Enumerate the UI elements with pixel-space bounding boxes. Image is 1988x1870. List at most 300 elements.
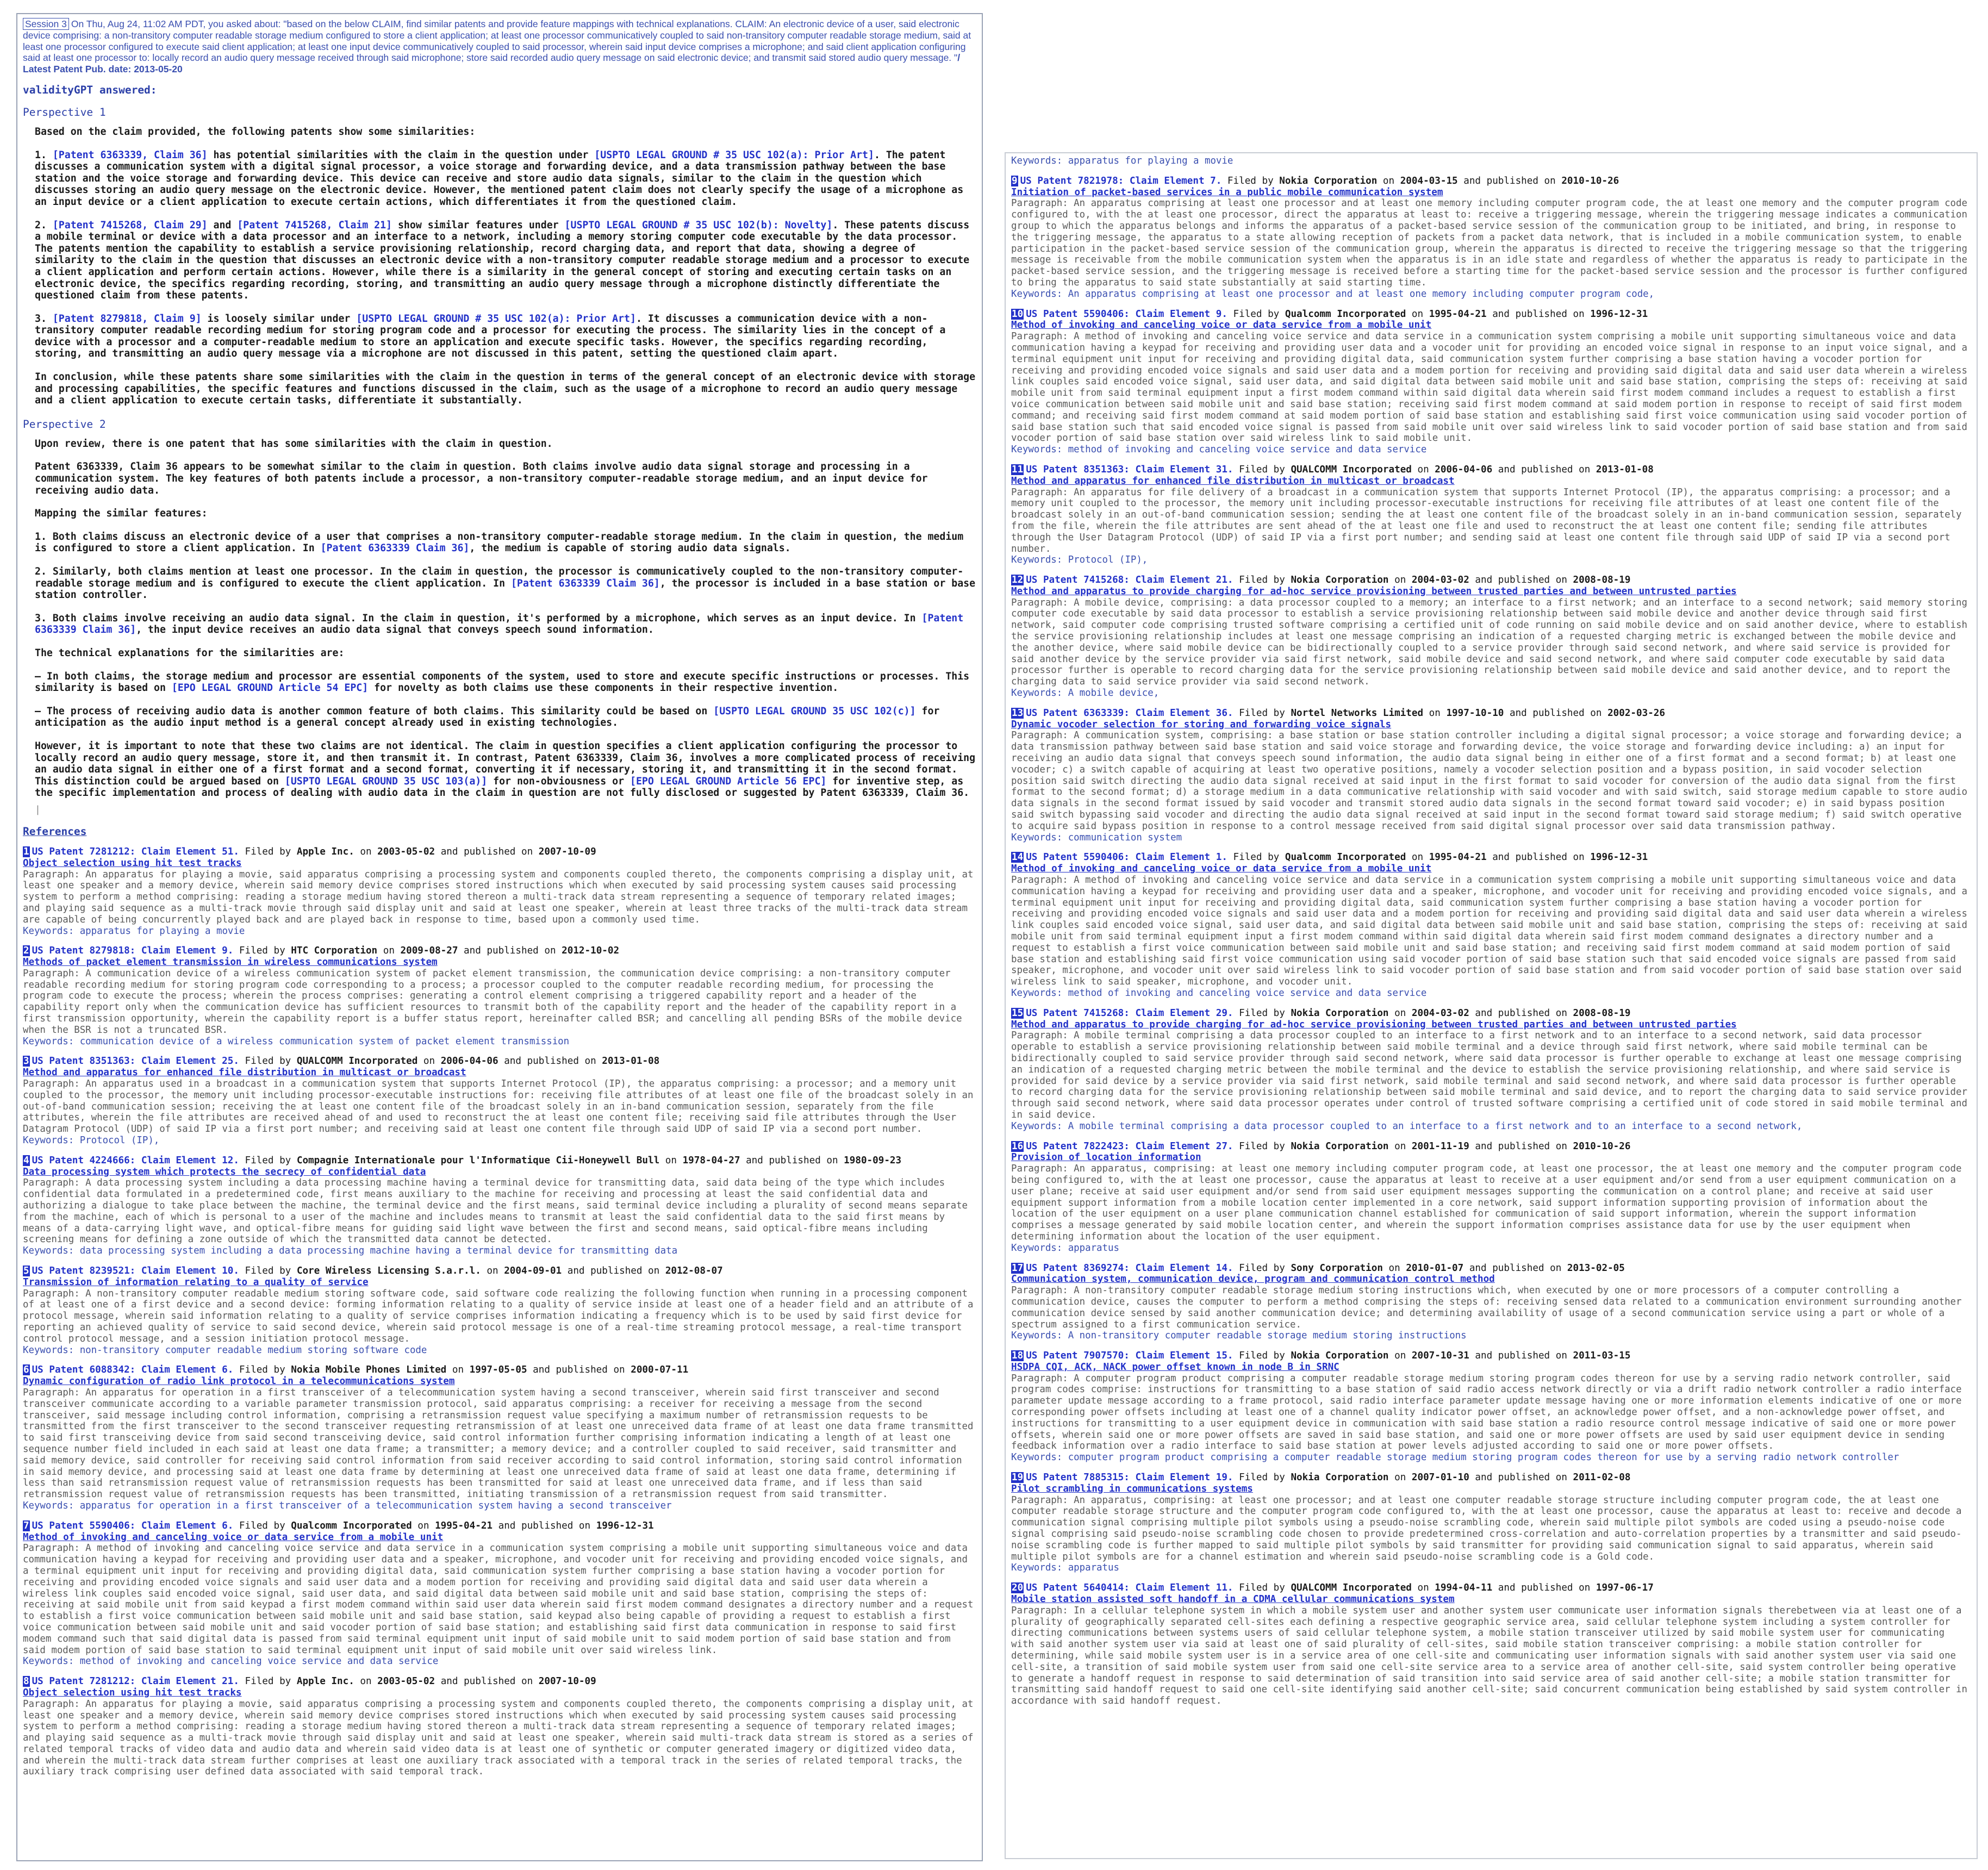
reference-title-link[interactable]: HSDPA CQI, ACK, NACK power offset known in node B in SRNC — [1011, 1361, 1339, 1373]
published-label: and published on — [458, 945, 562, 957]
reference-published-date: 1980-09-23 — [844, 1155, 902, 1166]
answer-text: . It discusses a communication device with a non-transitory computer readable recording medium for storing program code and a processor for executing the process. The similarity lies in the concept of a device with a processor and a computer-readable medium to store an application and execute specific tasks. However, the specifics regarding recording, storing, and transmitting an audio query message via a microphone are not discussed in this patent, setting the questioned claim apart. — [35, 313, 946, 360]
reference-number[interactable]: 7 — [23, 1520, 29, 1531]
reference-number[interactable]: 20 — [1012, 1582, 1024, 1594]
answer-text: Based on the claim provided, the following patents show some similarities: — [35, 126, 476, 138]
reference-patent[interactable]: US Patent 7281212: Claim Element 21. — [32, 1676, 239, 1687]
filed-by-label: Filed by — [239, 846, 297, 857]
answer-text: for non-obviousness or — [487, 775, 630, 787]
citation-link[interactable]: [Patent 6363339 Claim 36] — [35, 612, 964, 636]
reference-published-date: 2008-08-19 — [1573, 1007, 1631, 1019]
reference-keywords: Keywords: method of invoking and canceling voice service and data service — [23, 1656, 439, 1667]
filed-by-label: Filed by — [1227, 308, 1285, 320]
reference-patent[interactable]: US Patent 8351363: Claim Element 25. — [32, 1056, 239, 1067]
reference-number[interactable]: 9 — [1012, 175, 1018, 186]
reference-header — [23, 1266, 976, 1277]
reference-assignee: Compagnie Internationale pour l'Informatique Cii-Honeywell Bull — [296, 1155, 660, 1166]
reference-header — [23, 1520, 976, 1532]
reference-title-link[interactable]: Method and apparatus to provide charging for ad-hoc service provisioning between trusted parties and between untrusted parties — [1011, 585, 1737, 597]
query-text: On Thu, Aug 24, 11:02 AM PDT, you asked about: "based on the below CLAIM, find similar patents and provide feature mappings with technical explanations. CLAIM: An electronic device of a user, said electronic device comprising: a non-transitory computer readable storage medium configured to store a client application; at least one processor communicatively coupled to said non-transitory computer readable storage medium, said at least one processor configured to execute said client application; at least one input device communicatively coupled to said processor, wherein said input device comprises a microphone; and said client application configuring said at least one processor to: locally record an audio query message received through said microphone; store said recorded audio query message on said electronic device; and transmit said stored audio query message. " — [23, 18, 971, 64]
reference-header — [1011, 309, 1971, 320]
reference-published-date: 2013-01-08 — [602, 1056, 660, 1067]
filed-by-label: Filed by — [1233, 464, 1291, 475]
reference-published-date: 2012-10-02 — [562, 945, 620, 957]
reference-keywords: Keywords: computer program product comprising a computer readable storage medium storing program codes thereon for use by a serving radio network controller — [1011, 1452, 1899, 1463]
reference-title-link[interactable]: Provision of location information — [1011, 1152, 1201, 1163]
answer-paragraph — [35, 313, 976, 360]
reference-published-date: 2010-10-26 — [1561, 175, 1619, 186]
reference-assignee: Core Wireless Licensing S.a.r.l. — [296, 1266, 481, 1277]
answer-text: 1. — [35, 149, 53, 161]
citation-link[interactable]: [Patent 8279818, Claim 9] — [52, 313, 202, 325]
filed-by-label: Filed by — [1233, 1472, 1291, 1483]
answer-text: In conclusion, while these patents share some similarities with the claim in the question in terms of the general concept of an electronic device with storage and processing capabilities, the specific features and functions discussed in the claim, such as the usage of a microphone to record an audio query message and a client application to execute certain tasks, differentiate it substantially. — [35, 371, 976, 407]
reference-number[interactable]: 1 — [23, 846, 29, 857]
reference-header — [23, 1364, 976, 1376]
answer-text: 2. — [35, 219, 53, 231]
reference-filed-date: 2004-09-01 — [504, 1266, 562, 1277]
on-label: on — [1377, 175, 1400, 186]
reference-keywords: Keywords: method of invoking and canceling voice service and data service — [1011, 987, 1427, 999]
reference-patent[interactable]: US Patent 8279818: Claim Element 9. — [32, 945, 234, 957]
filed-by-label: Filed by — [1233, 1007, 1291, 1019]
reference-filed-date: 2007-10-31 — [1411, 1350, 1469, 1362]
reference-item — [1011, 309, 1971, 456]
published-label: and published on — [562, 1266, 665, 1277]
reference-keywords: Keywords: non-transitory computer readable medium storing software code — [23, 1344, 427, 1356]
reference-filed-date: 1994-04-11 — [1435, 1582, 1493, 1594]
reference-patent[interactable]: US Patent 7822423: Claim Element 27. — [1026, 1140, 1233, 1152]
reference-number[interactable]: 17 — [1012, 1262, 1024, 1274]
reference-header — [1011, 1582, 1971, 1594]
reference-header — [23, 1676, 976, 1687]
reference-patent[interactable]: US Patent 7821978: Claim Element 7. — [1020, 175, 1222, 186]
reference-paragraph: Paragraph: A method of invoking and canceling voice service and data service in a communication system comprising a mobile unit supporting simultaneous voice and data communication having a keypad for receiving and providing user data and a speaker, microphone, and vocoder unit for receiving and providing encoded voice signals, and a terminal equipment unit input for receiving and providing digital data, said communication system further comprising a base station having a vocoder portion for receiving and providing encoded voice signals and said user data and a modem portion for receiving and providing said digital data and said user data wherein a wireless link couples said encoded voice signal, said user data, and said digital data between said mobile unit and said base station, comprising the steps of: receiving at said mobile unit from said terminal equipment input a first modem command within said digital data wherein said first modem command designates a directory number and a request to establish a first voice communication between said mobile unit and said base station; and receiving said first modem command at said modem portion of said base station and establishing said first voice communication using said vocoder portion of said base station such that said encoded voice signals are passed from said speaker, microphone, and vocoder unit over said wireless link to said vocoder portion of said base station and from said vocoder portion of said base station over said wireless link to said speaker, microphone, and vocoder unit. — [1011, 875, 1967, 988]
reference-patent[interactable]: US Patent 5590406: Claim Element 9. — [1026, 308, 1227, 320]
reference-patent[interactable]: US Patent 8351363: Claim Element 31. — [1026, 464, 1233, 475]
reference-item — [23, 1155, 976, 1257]
reference-keywords: Keywords: Protocol (IP), — [1011, 554, 1148, 566]
reference-assignee: Nokia Corporation — [1279, 175, 1378, 186]
reference-header — [23, 945, 976, 957]
reference-title-link[interactable]: Dynamic configuration of radio link protocol in a telecommunications system — [23, 1376, 455, 1387]
reference-title-link[interactable]: Methods of packet element transmission in wireless communications system — [23, 957, 438, 968]
reference-number[interactable]: 4 — [23, 1155, 29, 1166]
reference-paragraph: Paragraph: A non-transitory computer readable storage medium storing instructions which, when executed by one or more processors of a computer controlling a communication device, causes the computer to perform a method comprising the steps of: receiving sensed data related to a communication environment surrounding another communication device sensed by said another communication device; and determining availability of usage of a second communication service using a part or whole of a spectrum assigned to a first communication service. — [1011, 1285, 1962, 1330]
on-label: on — [446, 1364, 470, 1376]
reference-item — [1011, 1263, 1971, 1342]
reference-patent[interactable]: US Patent 6363339: Claim Element 36. — [1026, 707, 1233, 719]
reference-number[interactable]: 19 — [1012, 1472, 1024, 1483]
answer-header: validityGPT answered: — [23, 83, 157, 96]
published-label: and published on — [1492, 1582, 1596, 1594]
published-label: and published on — [1469, 1007, 1573, 1019]
reference-number[interactable]: 18 — [1012, 1350, 1024, 1362]
reference-item — [1011, 1350, 1971, 1463]
reference-filed-date: 2009-08-27 — [400, 945, 458, 957]
reference-published-date: 2010-10-26 — [1573, 1140, 1631, 1152]
reference-assignee: Sony Corporation — [1291, 1262, 1383, 1274]
reference-item — [23, 1520, 976, 1667]
reference-patent[interactable]: US Patent 7885315: Claim Element 19. — [1026, 1472, 1233, 1483]
reference-published-date: 2008-08-19 — [1573, 575, 1631, 586]
reference-filed-date: 2004-03-02 — [1411, 575, 1469, 586]
reference-number[interactable]: 5 — [23, 1266, 29, 1277]
reference-number[interactable]: 2 — [23, 945, 29, 957]
citation-link[interactable]: [USPTO LEGAL GROUND 35 USC 102(c)] — [713, 705, 916, 717]
reference-paragraph: Paragraph: In a cellular telephone system in which a mobile system user and another system user communicate user information signals therebetween via at least one of a plurality of geographically separated cell-sites each defining a respective geographic service area, said cellular telephone system including a system controller for directing communications between systems users of said cellular telephone system, a mobile station transceiver utilized by said mobile system user for communicating with said another system user via said at least one of said plurality of cell-sites, said mobile station transceiver comprising: a mobile station controller for determining, while said mobile system user is in a service area of one cell-site and communicating user information signals with said another system user via said one cell-site, a transition of said mobile system user from said one cell-site service area to a service area of another cell-site, said system controller being operative to generate a handoff request in response to said determination of said transition into said service area of said another cell-site; a mobile station transmitter for transmitting said handoff request to said one cell-site identifying said another cell-site; said concurrent communication being established by said system controller in accordance with said handoff request. — [1011, 1605, 1967, 1707]
answer-paragraph — [35, 220, 976, 302]
query-meta: / Latest Patent Pub. date: 2013-05-20 — [23, 52, 961, 75]
citation-link[interactable]: [USPTO LEGAL GROUND # 35 USC 102(a): Prior Art] — [356, 313, 636, 325]
perspective-1-label: Perspective 1 — [23, 105, 106, 119]
ref-keywords: Keywords: apparatus for playing a movie — [1011, 155, 1233, 166]
reference-title-link[interactable]: Method of invoking and canceling voice or data service from a mobile unit — [1011, 320, 1432, 331]
citation-link[interactable]: [Patent 7415268, Claim 21] — [237, 219, 392, 231]
reference-assignee: Nokia Mobile Phones Limited — [291, 1364, 447, 1376]
reference-title-link[interactable]: Pilot scrambling in communications systems — [1011, 1483, 1253, 1494]
citation-link[interactable]: [Patent 6363339, Claim 36] — [52, 149, 208, 161]
reference-title-link[interactable]: Object selection using hit test tracks — [23, 857, 242, 869]
reference-number[interactable]: 6 — [23, 1364, 29, 1376]
reference-assignee: Qualcomm Incorporated — [1285, 852, 1406, 863]
reference-published-date: 2007-10-09 — [538, 846, 596, 857]
reference-assignee: Qualcomm Incorporated — [1285, 308, 1406, 320]
reference-patent[interactable]: US Patent 6088342: Claim Element 6. — [32, 1364, 234, 1376]
reference-keywords: Keywords: A non-transitory computer readable storage medium storing instructions — [1011, 1330, 1467, 1342]
on-label: on — [412, 1520, 435, 1531]
answer-paragraph — [35, 126, 976, 138]
reference-paragraph: Paragraph: An apparatus, comprising: at least one memory including computer program code, at least one processor, the at least one memory and the computer program code being configured to, with the at least one processor, cause the apparatus at least to receive at a user equipment and/or send from a user equipment communication on a user plane; receive at said user equipment and/or send from said user equipment messages supporting the communication on a control plane; and receive at said user equipment support information from a mobile location center implemented in a core network, said support information supporting provision of information about the location of the user equipment on a user plane communication channel established for communication of said support information, wherein the support information comprises a message generated by said mobile location center, and wherein the support information comprises assistance data for use by the user equipment when determining information about the location of the user equipment. — [1011, 1163, 1962, 1242]
filed-by-label: Filed by — [1233, 1350, 1291, 1362]
filed-by-label: Filed by — [233, 1364, 291, 1376]
answer-text: for novelty as both claims use these components in their respective invention. — [368, 682, 839, 694]
reference-header — [1011, 1472, 1971, 1483]
filed-by-label: Filed by — [1233, 707, 1291, 719]
answer-panel — [16, 13, 983, 1861]
answer-text: and — [207, 219, 238, 231]
reference-filed-date: 2007-01-10 — [1411, 1472, 1469, 1483]
reference-item — [1011, 575, 1971, 699]
published-label: and published on — [435, 846, 539, 857]
reference-assignee: QUALCOMM Incorporated — [296, 1056, 418, 1067]
answer-text: 3. Both claims involve receiving an audio data signal. In the claim in question, it's performed by a microphone, which serves as an input device. In — [35, 612, 922, 624]
reference-title-link[interactable]: Dynamic vocoder selection for storing and forwarding voice signals — [1011, 719, 1392, 730]
session-tag[interactable]: Session 3 — [23, 18, 69, 30]
reference-title-link[interactable]: Method and apparatus for enhanced file distribution in multicast or broadcast — [23, 1067, 466, 1079]
published-label: and published on — [493, 1520, 596, 1531]
reference-keywords: Keywords: method of invoking and canceling voice service and data service — [1011, 444, 1427, 456]
reference-number[interactable]: 10 — [1012, 308, 1024, 320]
reference-paragraph: Paragraph: A communication system, comprising: a base station or base station controller including a digital signal processor; a voice storage and forwarding device; a data transmission pathway between said base station and said voice storage and forwarding device, the voice storage and forwarding device including: a) an input for receiving an audio data signal that conveys speech sound information, the audio data signal being in either one of a first format and a second format; b) at least one vocoder; c) a switch capable of acquiring at least two operative positions, namely a vocoder selection position and a bypass position, in said vocoder selection position said switch directing the audio data signal received at said input in the first format to said vocoder for conversion of the audio data signal from the first format to the second format; d) a storage medium in a data communicative relationship with said vocoder and with said switch, said storage medium capable to store audio data signals in the second format issued by said vocoder and transmit stored audio data signals in the second format toward said vocoder; e) in said bypass position said switch bypassing said vocoder and directing the audio data signal received at said input in the second format toward said storage medium; f) said switch operative to acquire said bypass position in response to a control message received from said digital signal processor over said data transmission pathway. — [1011, 730, 1967, 832]
reference-number[interactable]: 11 — [1012, 464, 1024, 475]
reference-paragraph: Paragraph: A communication device of a wireless communication system of packet element transmission, the communication device comprising: a non-transitory computer readable recording medium for storing program code corresponding to a process; a processor coupled to the computer readable recording medium, for processing the program code to execute the process; wherein the process comprises: generating a control element comprising a triggered capability report and a header of the capability report only when the communication device has sufficient resources to transmit both of the capability report and the header of the capability report in a first transmission opportunity, wherein the capability report is a buffer status report, hereinafter called BSR; and cancelling all pending BSRs of the mobile device when the BSR is not a truncated BSR. — [23, 968, 962, 1036]
answer-paragraph — [35, 461, 976, 496]
reference-item — [23, 1266, 976, 1356]
reference-paragraph: Paragraph: A method of invoking and canceling voice service and data service in a communication system comprising a mobile unit supporting simultaneous voice and data communication having a keypad for receiving and providing user data and a speaker, microphone, and vocoder unit for receiving and providing encoded voice signals, and a terminal equipment unit input for receiving and providing digital data, said communication system further comprising a base station having a vocoder portion for receiving and providing encoded voice signals and said user data and a modem portion for receiving and providing said digital data and said user data wherein a wireless link couples said encoded voice signal, said user data, and said digital data between said mobile unit and said base station, comprising the steps of: receiving at said mobile unit from said keypad a first modem command within said user data wherein said first modem command designates a directory number and a request to establish a first voice communication between said mobile unit and said base station, said keypad also being capable of providing a request to establish a first voice communication between said mobile unit and said vocoder portion of said base station; and establishing said first data communication in response to said first modem command such that said digital data is passed from said terminal equipment unit input of said mobile unit to said modem portion of said base station and from said modem portion of said base station to said terminal equipment unit input of said mobile unit over said wireless link. — [23, 1543, 974, 1656]
answer-text: , the medium is capable of storing audio data signals. — [469, 543, 791, 554]
reference-patent[interactable]: US Patent 7907570: Claim Element 15. — [1026, 1350, 1233, 1362]
reference-patent[interactable]: US Patent 7415268: Claim Element 21. — [1026, 575, 1233, 586]
answer-text: However, it is important to note that these two claims are not identical. The claim in question specifies a client application configuring the processor to locally record an audio query message, store it, and then transmit it. In contrast, Patent 6363339, Claim 36, involves a more complicated process of receiving an audio data signal in either one of a first format and a second format, converting it if necessary, storing it, and transmitting it in the second format. This distinction could be argued based on — [35, 740, 976, 787]
references-list-right — [1011, 176, 1971, 1707]
perspective-2-body — [23, 438, 976, 799]
answer-paragraph — [35, 706, 976, 729]
query-block — [23, 18, 976, 75]
reference-item — [1011, 708, 1971, 844]
citation-link[interactable]: [Patent 6363339 Claim 36] — [510, 577, 660, 589]
reference-keywords: Keywords: apparatus for playing a movie — [23, 925, 245, 937]
reference-assignee: Apple Inc. — [296, 846, 354, 857]
answer-paragraph — [35, 149, 976, 208]
reference-item — [1011, 1472, 1971, 1574]
on-label: on — [659, 1155, 683, 1166]
reference-published-date: 2002-03-26 — [1607, 707, 1665, 719]
reference-filed-date: 2004-03-15 — [1400, 175, 1458, 186]
reference-keywords: Keywords: apparatus — [1011, 1242, 1119, 1254]
filed-by-label: Filed by — [233, 945, 291, 957]
answer-text: The technical explanations for the similarities are: — [35, 647, 345, 659]
reference-filed-date: 2003-05-02 — [377, 846, 435, 857]
reference-paragraph: Paragraph: A computer program product comprising a computer readable storage medium storing program codes thereon for use by a serving radio network controller, said program codes comprise: instructions for transmitting to a base station of said radio access network directly or via a drift radio network controller a radio interface parameter update message according to a frame protocol, said radio interface parameter update message having one or more information elements indicative of one or more corresponding power offsets including at least one of a channel quality indicator power offset, an acknowledge power offset, and a non-acknowledge power offset, and instructions for transmitting to a user equipment device in communication with said base station a radio resource control message indicative of said one or more power offsets, wherein said one or more power offsets are saved in said base station, and said one or more power offsets are used by said user equipment device in sending feedback information over a radio interface to said base station at power levels adjusted according to said one or more power offsets. — [1011, 1373, 1962, 1452]
published-label: and published on — [527, 1364, 631, 1376]
reference-header — [1011, 1263, 1971, 1274]
reference-filed-date: 2001-11-19 — [1411, 1140, 1469, 1152]
reference-published-date: 2012-08-07 — [665, 1266, 723, 1277]
answer-text: . The patent discusses a communication system with a digital signal processor, a voice storage and forwarding device, and a data transmission pathway between the base station and the voice storage and forwarding device. This device can receive and store audio data signals, similar to the claim in the question which discusses storing an audio query message on the electronic device. However, the mentioned patent claim does not clearly specify the usage of a microphone as an input device or a client application to execute certain actions, which differentiates it from the questioned claim. — [35, 149, 964, 208]
published-label: and published on — [1492, 464, 1596, 475]
published-label: and published on — [1504, 707, 1608, 719]
on-label: on — [354, 1676, 378, 1687]
answer-text: for anticipation as the audio input method is a general concept already used in existing technologies. — [35, 705, 940, 729]
reference-paragraph: Paragraph: An apparatus, comprising: at least one processor; and at least one computer readable storage structure including computer program code, the at least one computer readable storage structure and the computer program code configured to, with the at least one processor, cause the apparatus at least to: receive and decode a communication signal comprising multiple pilot symbols using a pseudo-noise scrambling code, wherein said multiple pilot symbols are coded using a pseudo-noise code signal comprising said pseudo-noise scrambling code chosen to provide predetermined cross-correlation and auto-correlation properties by a transmitter and said pseudo-noise scrambling code is further mapped to said multiple pilot symbols by said transmitter for providing said communication signal to said apparatus, wherein said multiple pilot symbols are for a channel estimation and wherein said pseudo-noise scrambling code is a Gold code. — [1011, 1494, 1962, 1562]
reference-number[interactable]: 12 — [1012, 575, 1024, 586]
reference-title-link[interactable]: Object selection using hit test tracks — [23, 1687, 242, 1698]
reference-patent[interactable]: US Patent 7415268: Claim Element 29. — [1026, 1007, 1233, 1019]
answer-text: Patent 6363339, Claim 36 appears to be somewhat similar to the claim in question. Both claims involve audio data signal storage and processing in a communication system. The key features of both patents include a processor, a non-transitory computer-readable storage medium, and an input device for receiving audio data. — [35, 461, 928, 496]
reference-patent[interactable]: US Patent 7281212: Claim Element 51. — [32, 846, 239, 857]
on-label: on — [1388, 1350, 1412, 1362]
answer-paragraph — [35, 613, 976, 636]
reference-keywords: Keywords: A mobile terminal comprising a data processor coupled to an interface to a first network and to an interface to a second network, — [1011, 1120, 1803, 1132]
reference-published-date: 2000-07-11 — [631, 1364, 689, 1376]
reference-published-date: 2007-10-09 — [538, 1676, 596, 1687]
published-label: and published on — [740, 1155, 844, 1166]
answer-text: . These patents discuss a mobile terminal or device with a data processor and an interface to a network, including a memory storing computer code executable by the data processor. The patents mention the capability to establish a service provisioning relationship, record charging data, and report that data, showing a degree of similarity to the claim in the question that discusses an electronic device with a non-transitory computer readable storage medium and a processor to execute a client application and perform certain actions. However, while there is a similarity in the general concept of storing and executing certain tasks on an electronic device, the specifics regarding recording, storing, and transmitting an audio query message through a microphone distinctly differentiate the questioned claim from these patents. — [35, 219, 970, 302]
answer-paragraph — [35, 371, 976, 407]
reference-item — [1011, 1141, 1971, 1254]
reference-keywords: Keywords: apparatus — [1011, 1562, 1119, 1574]
citation-link[interactable]: [EPO LEGAL GROUND Article 54 EPC] — [171, 682, 369, 694]
filed-by-label: Filed by — [233, 1520, 291, 1531]
reference-number[interactable]: 3 — [23, 1056, 29, 1067]
reference-filed-date: 2006-04-06 — [440, 1056, 498, 1067]
reference-paragraph: Paragraph: An apparatus for playing a movie, said apparatus comprising a processing system and components coupled thereto, the components comprising a display unit, at least one speaker and a memory device, wherein said memory device comprises stored instructions which when executed by said processing system causes said processing system to perform a method comprising: reading a storage medium having stored thereon a multi-track data stream representing a sequence of temporary related images; and playing said sequence as a multi-track movie through said display unit and said at least one speaker, wherein said multi-track data stream is stored as a series of related temporal tracks of video data and audio data and wherein said video data is at least one of synthetic or computer generated imagery or digitized video data, and wherein the multi-track data stream further comprises at least one auxiliary track associated with a temporal track in the series of related temporal tracks, the auxiliary track comprising user defined data associated with said temporal track. — [23, 1698, 974, 1778]
on-label: on — [377, 945, 401, 957]
reference-number[interactable]: 16 — [1012, 1140, 1024, 1152]
answer-text: Mapping the similar features: — [35, 508, 208, 520]
answer-text: 2. Similarly, both claims mention at least one processor. In the claim in question, the processor is communicatively coupled to the non-transitory computer-readable storage medium and is configured to execute the client application. In — [35, 566, 964, 589]
reference-header — [1011, 708, 1971, 719]
citation-link[interactable]: [Patent 7415268, Claim 29] — [52, 219, 208, 231]
reference-item — [23, 945, 976, 1047]
reference-title-link[interactable]: Method of invoking and canceling voice or data service from a mobile unit — [1011, 863, 1432, 875]
reference-filed-date: 2003-05-02 — [377, 1676, 435, 1687]
filed-by-label: Filed by — [1233, 1140, 1291, 1152]
citation-link[interactable]: [EPO LEGAL GROUND Article 56 EPC] — [630, 775, 827, 787]
reference-paragraph: Paragraph: An apparatus for playing a movie, said apparatus comprising a processing system and components coupled thereto, the components comprising a display unit, at least one speaker and a memory device, wherein said memory device comprises stored instructions which when executed by said processing system causes said processing system to perform a method comprising: reading a storage medium having stored thereon a multi-track data stream representing a sequence of temporary related images; and playing said sequence as a multi-track movie through said display unit and said at least one speaker, wherein at least three tracks of the multi-track data stream are capable of being concurrently played back and are played back in response to time, based upon a commonly used time. — [23, 869, 974, 925]
text-cursor: | — [35, 803, 41, 815]
references-heading[interactable]: References — [23, 825, 87, 838]
reference-header — [23, 1155, 976, 1167]
answer-paragraph — [35, 508, 976, 520]
reference-title-link[interactable]: Mobile station assisted soft handoff in a CDMA cellular communications system — [1011, 1594, 1455, 1605]
reference-paragraph: Paragraph: A method of invoking and canceling voice service and data service in a communication system comprising a mobile unit supporting simultaneous voice and data communication having a keypad for receiving and providing user data and a vocoder unit for providing an encoded voice signal in response to an input voice signal, and a terminal equipment unit input for receiving and providing digital data, said communication system further comprising a base station having a vocoder portion for receiving and providing encoded voice signals and said user data and a modem portion for receiving and providing said digital data and said user data wherein a wireless link couples said encoded voice signal, said user data, and said digital data between said mobile unit and said base station, comprising the steps of: receiving at said mobile unit from said terminal equipment input a first modem command within said digital data wherein said first modem command includes a request to establish a first voice communication between said mobile unit and said base station; receiving said first modem command at said modem portion in response to receipt of said first modem command; and receiving said first modem command at said modem portion of said base station and establishing said first voice communication using said vocoder portion of said base station such that said encoded voice signal is passed from said mobile unit over said wireless link to said vocoder portion of said base station and from said vocoder portion of said base station over said wireless link to said mobile unit. — [1011, 331, 1967, 444]
citation-link[interactable]: [USPTO LEGAL GROUND 35 USC 103(a)] — [284, 775, 488, 787]
reference-assignee: Nokia Corporation — [1291, 575, 1389, 586]
reference-paragraph: Paragraph: A data processing system including a data processing machine having a terminal device for transmitting data, said data being of the type which includes confidential data formulated in a predetermined code, first means auxiliary to the machine for receiving and processing at least the said confidential data and authorizing a dialogue to take place between the machine, the terminal device and the first means, said terminal device including a plurality of second means separate from the machine, each of which is personal to a user of the machine and includes means to transmit at least the said confidential data to the said first means by means of a data-carrying light wave, and optical-fibre means for guiding said light wave between the first and second means, said optical-fibre means including screening means for defining a zone outside of which the transmitted data cannot be detected. — [23, 1177, 968, 1245]
reference-published-date: 2013-02-05 — [1567, 1262, 1625, 1274]
reference-assignee: HTC Corporation — [291, 945, 378, 957]
reference-keywords: Keywords: communication system — [1011, 832, 1182, 843]
reference-title-link[interactable]: Communication system, communication device, program and communication control method — [1011, 1274, 1495, 1285]
reference-title-link[interactable]: Method and apparatus to provide charging for ad-hoc service provisioning between trusted parties and between untrusted parties — [1011, 1019, 1737, 1030]
reference-header — [23, 846, 976, 858]
reference-assignee: Qualcomm Incorporated — [291, 1520, 412, 1531]
reference-title-link[interactable]: Method of invoking and canceling voice or data service from a mobile unit — [23, 1531, 444, 1543]
perspective-2-label: Perspective 2 — [23, 417, 106, 431]
answer-paragraph — [35, 566, 976, 601]
answer-paragraph — [35, 647, 976, 659]
reference-patent[interactable]: US Patent 4224666: Claim Element 12. — [32, 1155, 239, 1166]
published-label: and published on — [1457, 175, 1562, 186]
reference-paragraph: Paragraph: An apparatus for file delivery of a broadcast in a communication system that supports Internet Protocol (IP), the apparatus comprising: a processor; and a memory unit coupled to the processor, the memory unit including processor-executable instructions for receiving file attributes of at least one content file of the broadcast solely in an out-of-band communication session; sending the at least one content file of the broadcast solely in an in-band communication session, separately from the file, wherein the file attributes are sent ahead of the at least one file and used to reconstruct the at least one content file; sending file attributes through the User Datagram Protocol (UDP) of said IP via a first port number; and sending said at least one content file through said UDP of said IP via a second port number. — [1011, 487, 1962, 554]
published-label: and published on — [1486, 852, 1591, 863]
reference-filed-date: 1995-04-21 — [1429, 308, 1487, 320]
on-label: on — [1406, 308, 1429, 320]
answer-paragraph — [35, 671, 976, 694]
reference-number[interactable]: 13 — [1012, 707, 1024, 719]
reference-assignee: QUALCOMM Incorporated — [1291, 464, 1412, 475]
reference-item — [1011, 852, 1971, 999]
filed-by-label: Filed by — [1233, 1582, 1291, 1594]
published-label: and published on — [1469, 1350, 1573, 1362]
filed-by-label: Filed by — [1227, 852, 1285, 863]
reference-published-date: 1996-12-31 — [1590, 308, 1648, 320]
reference-filed-date: 1978-04-27 — [682, 1155, 740, 1166]
reference-filed-date: 1995-04-21 — [435, 1520, 493, 1531]
citation-link[interactable]: [USPTO LEGAL GROUND # 35 USC 102(a): Prior Art] — [594, 149, 874, 161]
answer-text: , the input device receives an audio data signal that conveys speech sound information. — [136, 624, 654, 636]
reference-number[interactable]: 15 — [1012, 1007, 1024, 1019]
published-label: and published on — [1469, 1140, 1573, 1152]
reference-header — [1011, 464, 1971, 476]
published-label: and published on — [1486, 308, 1591, 320]
reference-item — [1011, 464, 1971, 566]
reference-title-link[interactable]: Transmission of information relating to a quality of service — [23, 1276, 369, 1288]
answer-paragraph — [35, 531, 976, 554]
reference-patent[interactable]: US Patent 8369274: Claim Element 14. — [1026, 1262, 1233, 1274]
on-label: on — [481, 1266, 504, 1277]
reference-paragraph: Paragraph: A mobile device, comprising: a data processor coupled to a memory; an interface to a first network; and an interface to a second network; said memory storing computer code executable by said data processor to establish a service provisioning relationship between said mobile device and another device through said first network, said computer code comprising trusted software comprising a certified unit of code running on said mobile device and on said another device, where to establish the service provisioning relationship includes at least one message comprising an indication of a requested charging metric is exchanged between the mobile device and the another device, where said mobile device can be bidirectionally coupled to a service provider through said second network, and where said service is provided for said another device by the service provider via said first network, said mobile device and said second network, and where said computer code executable by said data processor further is operable to record charging data for the service provisioning relationship between said mobile device and said another device, and to report the charging data to said service provider via said second network. — [1011, 597, 1967, 688]
reference-patent[interactable]: US Patent 5590406: Claim Element 6. — [32, 1520, 234, 1531]
reference-filed-date: 1997-05-05 — [469, 1364, 527, 1376]
answer-text: for inventive step, as the specific implementation and process of dealing with audio data in the claim in question are not fully disclosed or suggested by Patent 6363339, Claim 36. — [35, 775, 970, 799]
answer-text: show similar features under — [392, 219, 565, 231]
filed-by-label: Filed by — [239, 1266, 297, 1277]
answer-text: – In both claims, the storage medium and processor are essential components of the system, used to store and execute specific instructions or processes. This similarity is based on — [35, 670, 970, 694]
reference-keywords: Keywords: An apparatus comprising at least one processor and at least one memory including computer program code, — [1011, 288, 1655, 300]
reference-header — [23, 1056, 976, 1067]
reference-item — [1011, 176, 1971, 300]
reference-patent[interactable]: US Patent 5590406: Claim Element 1. — [1026, 852, 1227, 863]
answer-text: has potential similarities with the claim in the question under — [207, 149, 595, 161]
reference-assignee: Nortel Networks Limited — [1291, 707, 1424, 719]
reference-keywords: Keywords: A mobile device, — [1011, 688, 1160, 699]
on-label: on — [1423, 707, 1447, 719]
on-label: on — [1411, 1582, 1435, 1594]
perspective-1-body — [23, 126, 976, 407]
reference-paragraph: Paragraph: An apparatus for operation in a first transceiver of a telecommunication system having a second transceiver, wherein said first transceiver and second transceiver communicate according to a variable parameter transmission protocol, said apparatus comprising: a receiver for receiving a message from the second transceiver, said message including control information, comprising a retransmission request value specifying a maximum number of retransmission requests to be transmitted from the first transceiver to the second transceiver requesting retransmission of at least one unreceived data frame of at least one data frame transmitted to said first transceiving device from said second transceiving device, said control information further comprising information indicating a length of at least one sequence number field included in each said at least one data frame; a transmitter; a memory device; and a controller coupled to said receiver, said transmitter and said memory device, said controller for receiving said control information from said receiver according to said control information, storing said control information in said memory device, and processing said at least one data frame by determining at least one unreceived data frame of said at least one data frame, determining if less than said retransmission request value of retransmission requests has been transmitted for said at least one unreceived data frame, and if less than said retransmission request value of retransmission requests has been transmitted, initiating transmission of a retransmission request from said transmitter. — [23, 1387, 974, 1500]
reference-assignee: Nokia Corporation — [1291, 1140, 1389, 1152]
on-label: on — [417, 1056, 441, 1067]
reference-header — [1011, 1008, 1971, 1019]
reference-patent[interactable]: US Patent 8239521: Claim Element 10. — [32, 1266, 239, 1277]
reference-assignee: QUALCOMM Incorporated — [1291, 1582, 1412, 1594]
reference-assignee: Nokia Corporation — [1291, 1007, 1389, 1019]
published-label: and published on — [1469, 1472, 1573, 1483]
reference-item — [23, 846, 976, 937]
reference-filed-date: 1995-04-21 — [1429, 852, 1487, 863]
answer-text: is loosely similar under — [201, 313, 357, 325]
published-label: and published on — [435, 1676, 539, 1687]
filed-by-label: Filed by — [1222, 175, 1280, 186]
reference-paragraph: Paragraph: A mobile terminal comprising a data processor coupled to an interface to a first network and to an interface to a second network, said data processor operable to establish a service provisioning relationship between said mobile terminal and a device through said first network, where said mobile terminal can be bidirectionally coupled to said service provider through said second network, where said data processor is further operable to exchange at least one message comprising an indication of a requested charging metric between the mobile terminal and the device to establish the service provisioning relationship, and where said service is provided for said device by a service provider via said first network, said mobile terminal and said second network, and where said data processor is further operable to record charging data for the service provisioning relationship between said mobile terminal and said device, and to report the charging data to said service provider through said second network, where said data processor operates under control of trusted software comprising a certified unit of code stored in said mobile terminal and in said device. — [1011, 1030, 1967, 1120]
answer-text: 1. Both claims discuss an electronic device of a user that comprises a non-transitory computer-readable storage medium. In the claim in question, the medium is configured to store a client application. In — [35, 531, 964, 554]
reference-published-date: 2011-03-15 — [1573, 1350, 1631, 1362]
on-label: on — [1388, 575, 1412, 586]
reference-keywords: Keywords: data processing system including a data processing machine having a terminal device for transmitting data — [23, 1245, 678, 1257]
reference-title-link[interactable]: Initiation of packet-based services in a public mobile communication system — [1011, 186, 1443, 198]
reference-published-date: 2013-01-08 — [1596, 464, 1654, 475]
filed-by-label: Filed by — [239, 1676, 297, 1687]
answer-text: Upon review, there is one patent that has some similarities with the claim in question. — [35, 438, 553, 450]
reference-assignee: Nokia Corporation — [1291, 1350, 1389, 1362]
reference-assignee: Nokia Corporation — [1291, 1472, 1389, 1483]
published-label: and published on — [1463, 1262, 1567, 1274]
reference-title-link[interactable]: Method and apparatus for enhanced file distribution in multicast or broadcast — [1011, 475, 1455, 487]
answer-paragraph — [35, 438, 976, 450]
citation-link[interactable]: [Patent 6363339 Claim 36] — [320, 543, 470, 554]
reference-filed-date: 2004-03-02 — [1411, 1007, 1469, 1019]
filed-by-label: Filed by — [1233, 575, 1291, 586]
reference-keywords: Keywords: Protocol (IP), — [23, 1135, 160, 1146]
citation-link[interactable]: [USPTO LEGAL GROUND # 35 USC 102(b): Novelty] — [564, 219, 833, 231]
references-panel — [1005, 152, 1978, 1859]
answer-text: 3. — [35, 313, 53, 325]
on-label: on — [1411, 464, 1435, 475]
reference-filed-date: 1997-10-10 — [1446, 707, 1504, 719]
on-label: on — [1388, 1472, 1412, 1483]
reference-published-date: 2011-02-08 — [1573, 1472, 1631, 1483]
reference-number[interactable]: 14 — [1012, 852, 1024, 863]
reference-item — [1011, 1582, 1971, 1707]
reference-patent[interactable]: US Patent 5640414: Claim Element 11. — [1026, 1582, 1233, 1594]
filed-by-label: Filed by — [239, 1155, 297, 1166]
reference-number[interactable]: 8 — [23, 1676, 29, 1687]
answer-paragraph — [35, 740, 976, 799]
reference-title-link[interactable]: Data processing system which protects the secrecy of confidential data — [23, 1166, 426, 1177]
